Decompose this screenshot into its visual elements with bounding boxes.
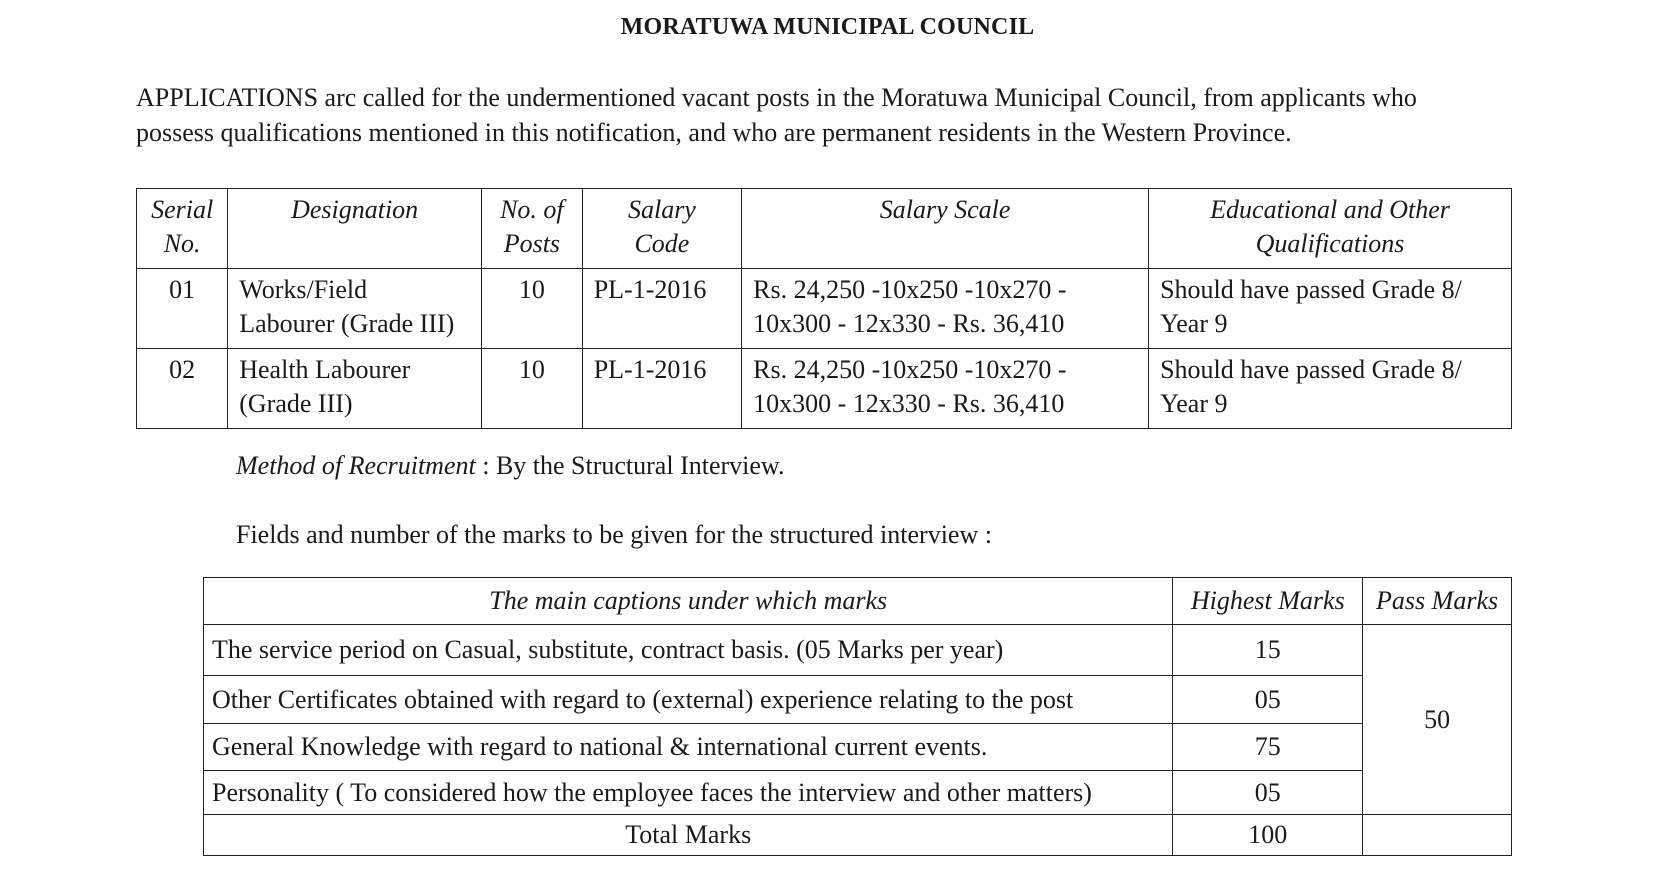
recruitment-method <box>236 451 785 481</box>
total-row <box>204 815 1512 856</box>
posts-table <box>136 188 1512 429</box>
table-row <box>204 771 1512 815</box>
qualifications-cell: Should have passed Grade 8/ Year 9 <box>1149 269 1512 349</box>
header-caption: The main captions under which marks <box>204 578 1173 625</box>
table-row <box>137 349 1512 429</box>
header-serial: Serial No. <box>137 189 228 269</box>
qualifications-cell: Should have passed Grade 8/ Year 9 <box>1149 349 1512 429</box>
salary-scale-cell: Rs. 24,250 -10x250 -10x270 - 10x300 - 12x330 - Rs. 36,410 <box>742 269 1149 349</box>
table-row <box>204 676 1512 724</box>
intro-line-2: possess qualifications mentioned in this notification, and who are permanent residents in the Western Province. <box>136 118 1292 147</box>
designation-cell: Works/Field Labourer (Grade III) <box>228 269 482 349</box>
header-posts: No. of Posts <box>482 189 583 269</box>
salary-code-cell: PL-1-2016 <box>582 349 741 429</box>
header-qualifications: Educational and Other Qualifications <box>1149 189 1512 269</box>
marks-table-header <box>204 578 1512 625</box>
total-highest-marks: 100 <box>1173 815 1363 856</box>
intro-line-1: APPLICATIONS arc called for the undermentioned vacant posts in the Moratuwa Municipal Council, from applicants who <box>136 83 1417 112</box>
posts-table-header <box>137 189 1512 269</box>
table-row <box>204 724 1512 771</box>
caption-cell: The service period on Casual, substitute, contract basis. (05 Marks per year) <box>204 625 1173 676</box>
pass-marks-cell: 50 <box>1363 625 1512 815</box>
header-salary-code: Salary Code <box>582 189 741 269</box>
posts-cell: 10 <box>482 269 583 349</box>
fields-intro: Fields and number of the marks to be given for the structured interview : <box>236 520 992 549</box>
table-row <box>204 625 1512 676</box>
serial-cell: 01 <box>137 269 228 349</box>
highest-marks-cell: 05 <box>1173 771 1363 815</box>
header-highest-marks: Highest Marks <box>1173 578 1363 625</box>
header-salary-scale: Salary Scale <box>742 189 1149 269</box>
caption-cell: General Knowledge with regard to national & international current events. <box>204 724 1173 771</box>
header-designation: Designation <box>228 189 482 269</box>
salary-scale-cell: Rs. 24,250 -10x250 -10x270 - 10x300 - 12x330 - Rs. 36,410 <box>742 349 1149 429</box>
intro-paragraph <box>136 80 1526 150</box>
total-label: Total Marks <box>204 815 1173 856</box>
serial-cell: 02 <box>137 349 228 429</box>
caption-cell: Other Certificates obtained with regard to (external) experience relating to the post <box>204 676 1173 724</box>
table-row <box>137 269 1512 349</box>
document-title: MORATUWA MUNICIPAL COUNCIL <box>620 14 1035 40</box>
highest-marks-cell: 75 <box>1173 724 1363 771</box>
salary-code-cell: PL-1-2016 <box>582 269 741 349</box>
recruitment-label: Method of Recruitment <box>236 451 476 480</box>
caption-cell: Personality ( To considered how the employee faces the interview and other matters) <box>204 771 1173 815</box>
designation-cell: Health Labourer (Grade III) <box>228 349 482 429</box>
highest-marks-cell: 05 <box>1173 676 1363 724</box>
total-pass-empty <box>1363 815 1512 856</box>
marks-table <box>203 577 1512 856</box>
recruitment-text: : By the Structural Interview. <box>475 451 785 480</box>
highest-marks-cell: 15 <box>1173 625 1363 676</box>
header-pass-marks: Pass Marks <box>1363 578 1512 625</box>
posts-cell: 10 <box>482 349 583 429</box>
